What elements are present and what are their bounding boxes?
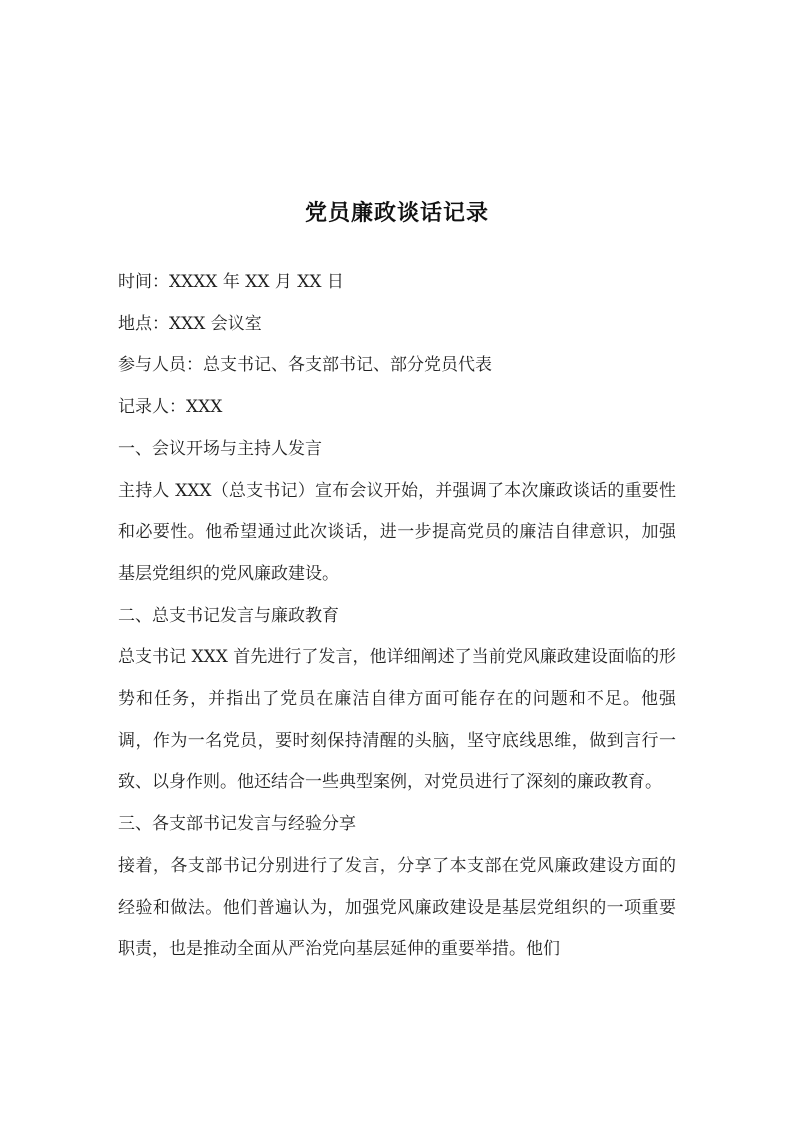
section-heading-2: 二、总支书记发言与廉政教育	[118, 605, 339, 626]
meta-line-participants: 参与人员：总支书记、各支部书记、部分党员代表	[118, 355, 492, 376]
meta-line-recorder: 记录人：XXX	[118, 397, 223, 418]
section-paragraph-3: 接着，各支部书记分别进行了发言，分享了本支部在党风廉政建设方面的经验和做法。他们普遍认为，加强党风廉政建设是基层党组织的一项重要职责，也是推动全面从严治党向基层延伸的重要举措。他们	[118, 855, 676, 960]
section-paragraph-2: 总支书记 XXX 首先进行了发言，他详细阐述了当前党风廉政建设面临的形势和任务，并指出了党员在廉洁自律方面可能存在的问题和不足。他强调，作为一名党员，要时刻保持清醒的头脑，坚守底线思维，做到言行一致、以身作则。他还结合一些典型案例，对党员进行了深刻的廉政教育。	[118, 647, 676, 793]
document-body	[118, 262, 676, 971]
meta-line-time: 时间：XXXX 年 XX 月 XX 日	[118, 272, 344, 292]
section-paragraph-1: 主持人 XXX（总支书记）宣布会议开始，并强调了本次廉政谈话的重要性和必要性。他希望通过此次谈话，进一步提高党员的廉洁自律意识，加强基层党组织的党风廉政建设。	[118, 480, 676, 584]
document-title: 党员廉政谈话记录	[304, 200, 489, 226]
meta-line-location: 地点：XXX 会议室	[118, 313, 262, 334]
section-heading-3: 三、各支部书记发言与经验分享	[118, 814, 356, 835]
section-heading-1: 一、会议开场与主持人发言	[118, 438, 322, 459]
